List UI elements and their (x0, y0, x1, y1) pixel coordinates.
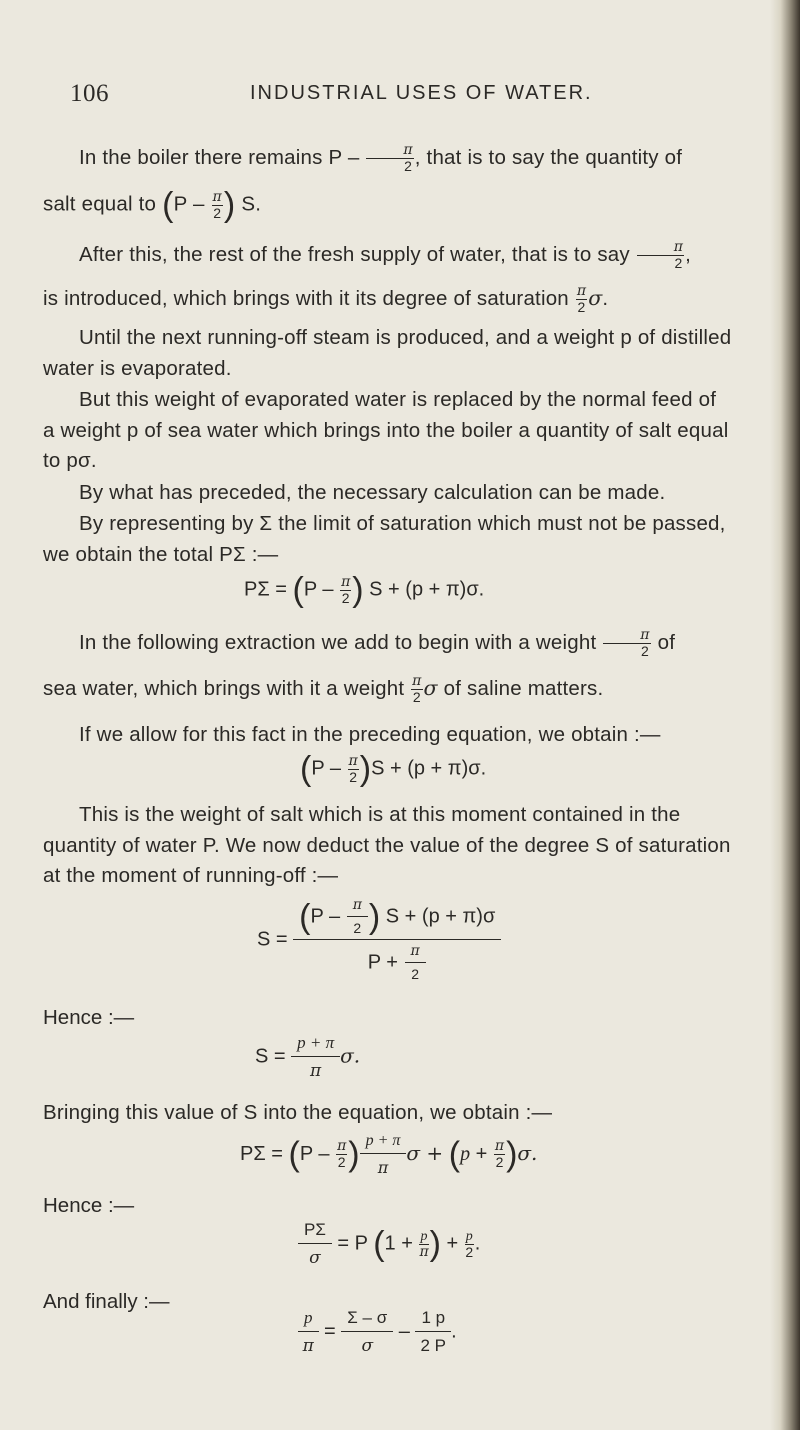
equation-final: $\frac{p}{\pi}$ = $\frac{\Sigma - \sigma}{\sigma}$ – $\frac{1 p}{2 P}$ . (298, 1308, 457, 1356)
paragraph-boiler-remains: In the boiler there remains P – $\frac{\pi}{2}$ , that is to say the quantity of (79, 142, 683, 175)
label-hence-1: Hence :— (43, 1006, 135, 1029)
paragraph-bringing: Bringing this value of S into the equation, we obtain :— (43, 1101, 553, 1124)
paragraph-by-representing: By representing by Σ the limit of saturation which must not be passed, we obtain the total PΣ :— (43, 512, 726, 566)
page-header (70, 80, 700, 112)
equation-substituted: PΣ = (P – $\frac{\pi}{2}$ ) $\frac{p + \pi}{\pi}$ σ + (p + $\frac{\pi}{2}$ )σ. (240, 1132, 538, 1177)
equation-total-salt: PΣ = (P – $\frac{\pi}{2}$ ) S + (p + π)σ. (244, 571, 485, 609)
paragraph-until-next: Until the next running-off steam is produced, and a weight p of distilled water is evaporated. (43, 326, 732, 380)
fraction-pi-over-2: $\frac{\pi}{2}$ (366, 143, 413, 174)
label-hence-2: Hence :— (43, 1194, 135, 1217)
equation-salt-weight: (P – $\frac{\pi}{2}$ )S + (p + π)σ. (300, 750, 487, 788)
paragraph-but-this-weight: But this weight of evaporated water is replaced by the normal feed of a weight p of sea water which brings into the boiler a quantity of salt equal to pσ. (43, 388, 729, 472)
paragraph-after-this: After this, the rest of the fresh supply of water, that is to say $\frac{\pi}{2}$ , (79, 239, 692, 272)
page-number: 106 (70, 80, 109, 107)
paragraph-if-we-allow: If we allow for this fact in the preceding equation, we obtain :— (79, 723, 661, 746)
equation-degree-s: S = (P – $\frac{\pi}{2}$ ) S + (p + π)σ P + $\frac{\pi}{2}$ (257, 898, 501, 982)
label-and-finally: And finally :— (43, 1290, 170, 1313)
equation-s-simplified: S = $\frac{p + \pi}{\pi}$ σ. (255, 1033, 361, 1081)
paragraph-following-extraction: In the following extraction we add to begin with a weight $\frac{\pi}{2}$ of (79, 627, 676, 660)
paragraph-by-what: By what has preceded, the necessary calculation can be made. (79, 481, 666, 504)
running-title: INDUSTRIAL USES OF WATER. (250, 82, 593, 104)
equation-ratio: $\frac{P\Sigma}{\sigma}$ = P (1 + $\frac{p}{\pi}$ ) + $\frac{p}{2}$ . (298, 1220, 480, 1268)
paragraph-salt-equal: salt equal to (P – $\frac{\pi}{2}$ ) S. (43, 186, 262, 224)
page-binding-edge (770, 0, 800, 1430)
paragraph-this-is-weight: This is the weight of salt which is at this moment contained in the quantity of water P. We now deduct the value of the degree S of saturation at the moment of running-off :— (43, 803, 731, 887)
paragraph-introduced: is introduced, which brings with it its degree of saturation $\frac{\pi}{2}$ σ. (43, 283, 609, 316)
paragraph-sea-water: sea water, which brings with it a weight $\frac{\pi}{2}$ σ of saline matters. (43, 673, 604, 706)
